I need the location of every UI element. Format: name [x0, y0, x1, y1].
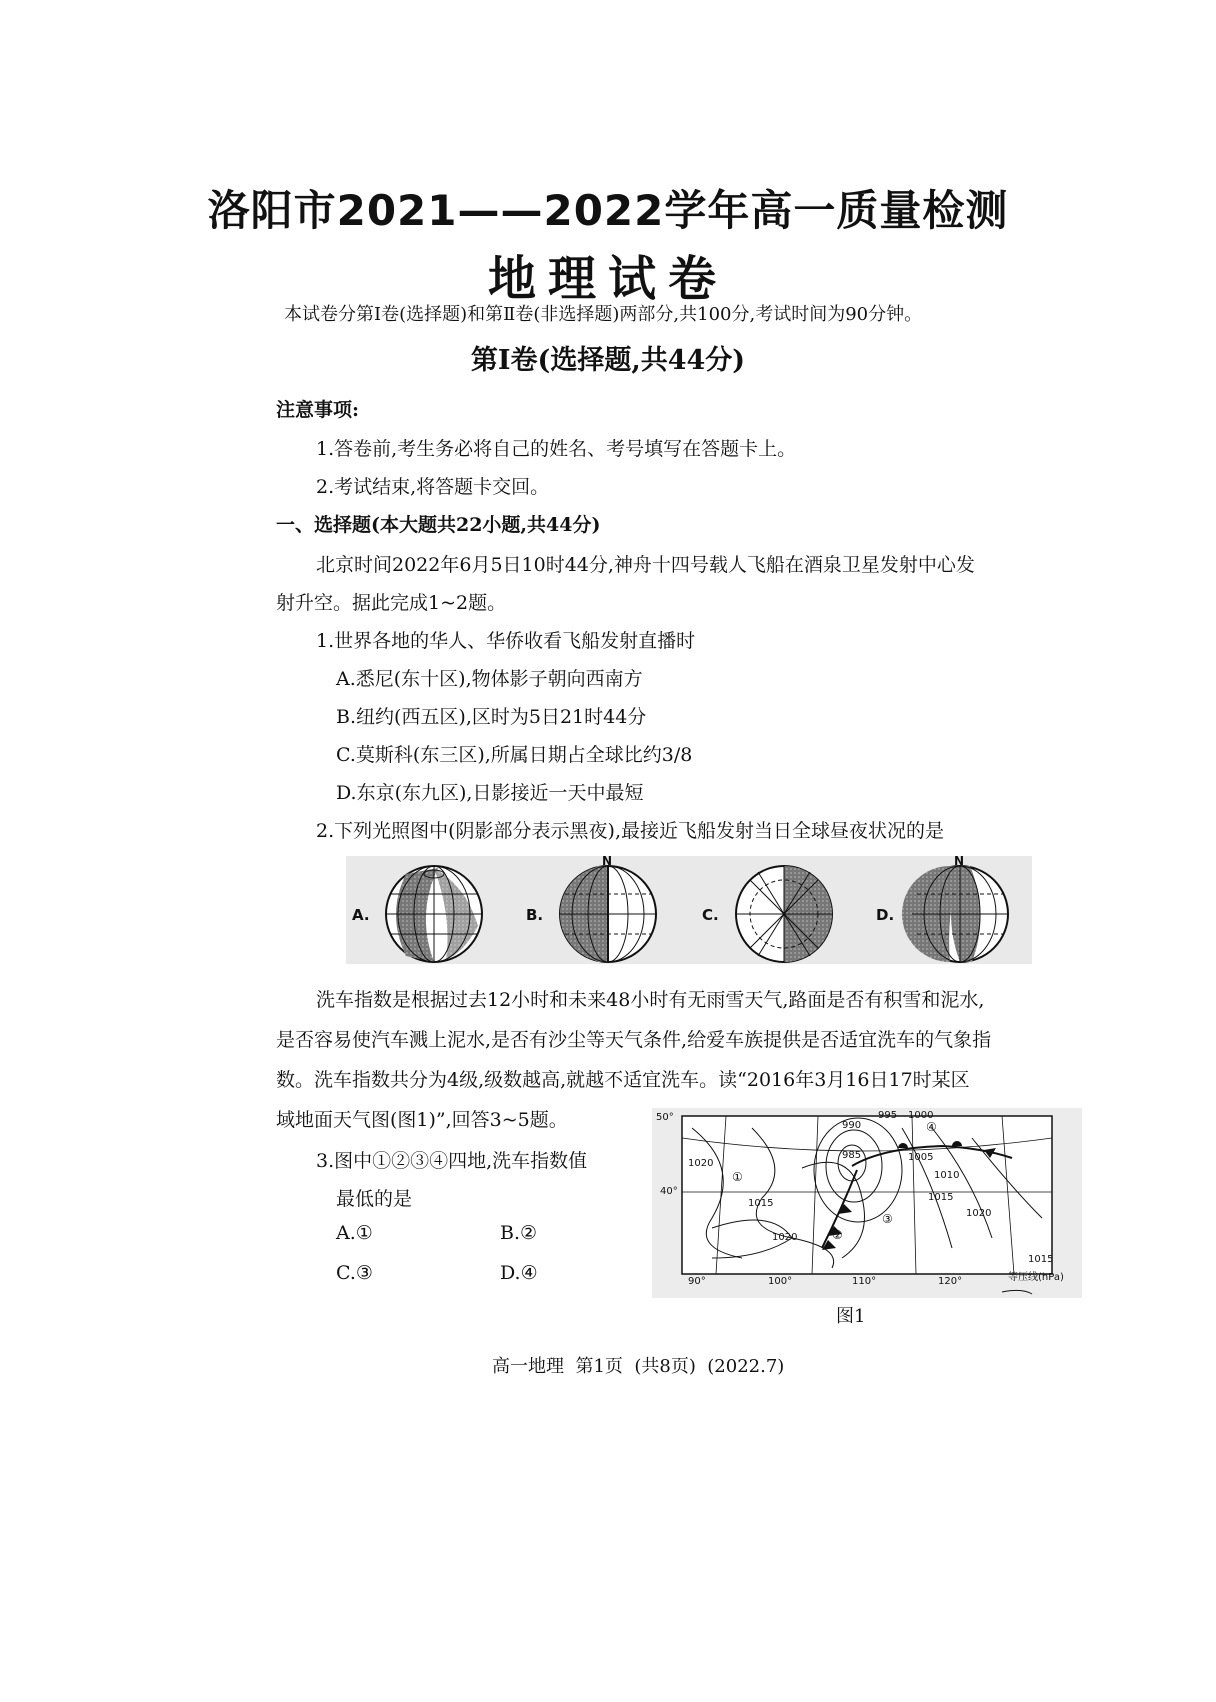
passage1-line2: 射升空。据此完成1~2题。	[276, 592, 507, 614]
q3-stem-line2: 最低的是	[336, 1188, 413, 1210]
passage2-line1: 洗车指数是根据过去12小时和未来48小时有无雨雪天气,路面是否有积雪和泥水,	[316, 989, 985, 1011]
q2-stem: 2.下列光照图中(阴影部分表示黑夜),最接近飞船发射当日全球昼夜状况的是	[316, 820, 944, 842]
map-caption: 图1	[836, 1306, 866, 1327]
lon-label-110: 110°	[852, 1276, 877, 1287]
passage2-line2: 是否容易使汽车溅上泥水,是否有沙尘等天气条件,给爱车族提供是否适宜洗车的气象指	[276, 1029, 992, 1051]
q1-option-b: B.纽约(西五区),区时为5日21时44分	[336, 706, 647, 728]
isobar-985: 985	[842, 1150, 862, 1161]
place-1: ①	[732, 1170, 743, 1184]
globe-a	[386, 866, 482, 962]
globes-figure	[346, 856, 1032, 964]
isobar-1000: 1000	[908, 1110, 934, 1121]
place-2: ②	[832, 1228, 843, 1242]
lat-label-50: 50°	[656, 1112, 674, 1123]
passage1-line1: 北京时间2022年6月5日10时44分,神舟十四号载人飞船在酒泉卫星发射中心发	[316, 554, 975, 576]
globe-label-d: D.	[876, 906, 895, 924]
globe-label-b: B.	[526, 906, 544, 924]
q3-option-b: B.②	[500, 1222, 538, 1244]
globe-label-a: A.	[352, 906, 370, 924]
isobar-990: 990	[842, 1120, 862, 1131]
q1-stem: 1.世界各地的华人、华侨收看飞船发射直播时	[316, 630, 696, 652]
lon-label-120: 120°	[938, 1276, 963, 1287]
notes-title: 注意事项:	[276, 399, 360, 421]
globe-c	[736, 866, 832, 962]
passage2-line3: 数。洗车指数共分为4级,级数越高,就越不适宜洗车。读“2016年3月16日17时某区	[276, 1069, 970, 1091]
note-2: 2.考试结束,将答题卡交回。	[316, 476, 550, 498]
legend-value: 1015	[1028, 1254, 1054, 1265]
q3-stem-line1: 3.图中①②③④四地,洗车指数值	[316, 1150, 588, 1172]
q3-option-a: A.①	[336, 1222, 373, 1244]
note-1: 1.答卷前,考生务必将自己的姓名、考号填写在答题卡上。	[316, 438, 797, 460]
exam-intro: 本试卷分第Ⅰ卷(选择题)和第Ⅱ卷(非选择题)两部分,共100分,考试时间为90分钟。	[284, 304, 923, 325]
isobar-1015-east: 1015	[928, 1192, 954, 1203]
q3-option-c: C.③	[336, 1262, 373, 1284]
legend-text: 等压线(hPa)	[1008, 1272, 1064, 1283]
north-label-d: N	[954, 854, 965, 868]
page-footer: 高一地理 第1页 (共8页) (2022.7)	[492, 1356, 785, 1377]
isobar-1020-south: 1020	[772, 1232, 798, 1243]
north-label-b: N	[602, 854, 613, 868]
place-3: ③	[882, 1212, 893, 1226]
globe-label-c: C.	[702, 906, 719, 924]
q1-option-c: C.莫斯科(东三区),所属日期占全球比约3/8	[336, 744, 693, 766]
subject-title: 地理试卷	[487, 251, 728, 307]
lon-label-90: 90°	[688, 1276, 706, 1287]
weather-map	[652, 1108, 1082, 1298]
q3-option-d: D.④	[500, 1262, 538, 1284]
lat-label-40: 40°	[660, 1186, 678, 1197]
isobar-1015-west: 1015	[748, 1198, 774, 1209]
isobar-1020-east: 1020	[966, 1208, 992, 1219]
globe-d	[902, 866, 1008, 962]
exam-title: 洛阳市2021——2022学年高一质量检测	[207, 186, 1009, 235]
isobar-1005: 1005	[908, 1152, 934, 1163]
q1-option-d: D.东京(东九区),日影接近一天中最短	[336, 782, 644, 804]
globe-b	[560, 866, 656, 962]
q1-option-a: A.悉尼(东十区),物体影子朝向西南方	[336, 668, 643, 690]
passage2-line4: 域地面天气图(图1)”,回答3~5题。	[276, 1109, 568, 1131]
lon-label-100: 100°	[768, 1276, 793, 1287]
isobar-1020-west: 1020	[688, 1158, 714, 1169]
isobar-1010: 1010	[934, 1170, 960, 1181]
section-heading: 第Ⅰ卷(选择题,共44分)	[470, 345, 746, 376]
isobar-995: 995	[878, 1110, 898, 1121]
place-4: ④	[926, 1120, 937, 1134]
part-heading: 一、选择题(本大题共22小题,共44分)	[276, 514, 601, 536]
